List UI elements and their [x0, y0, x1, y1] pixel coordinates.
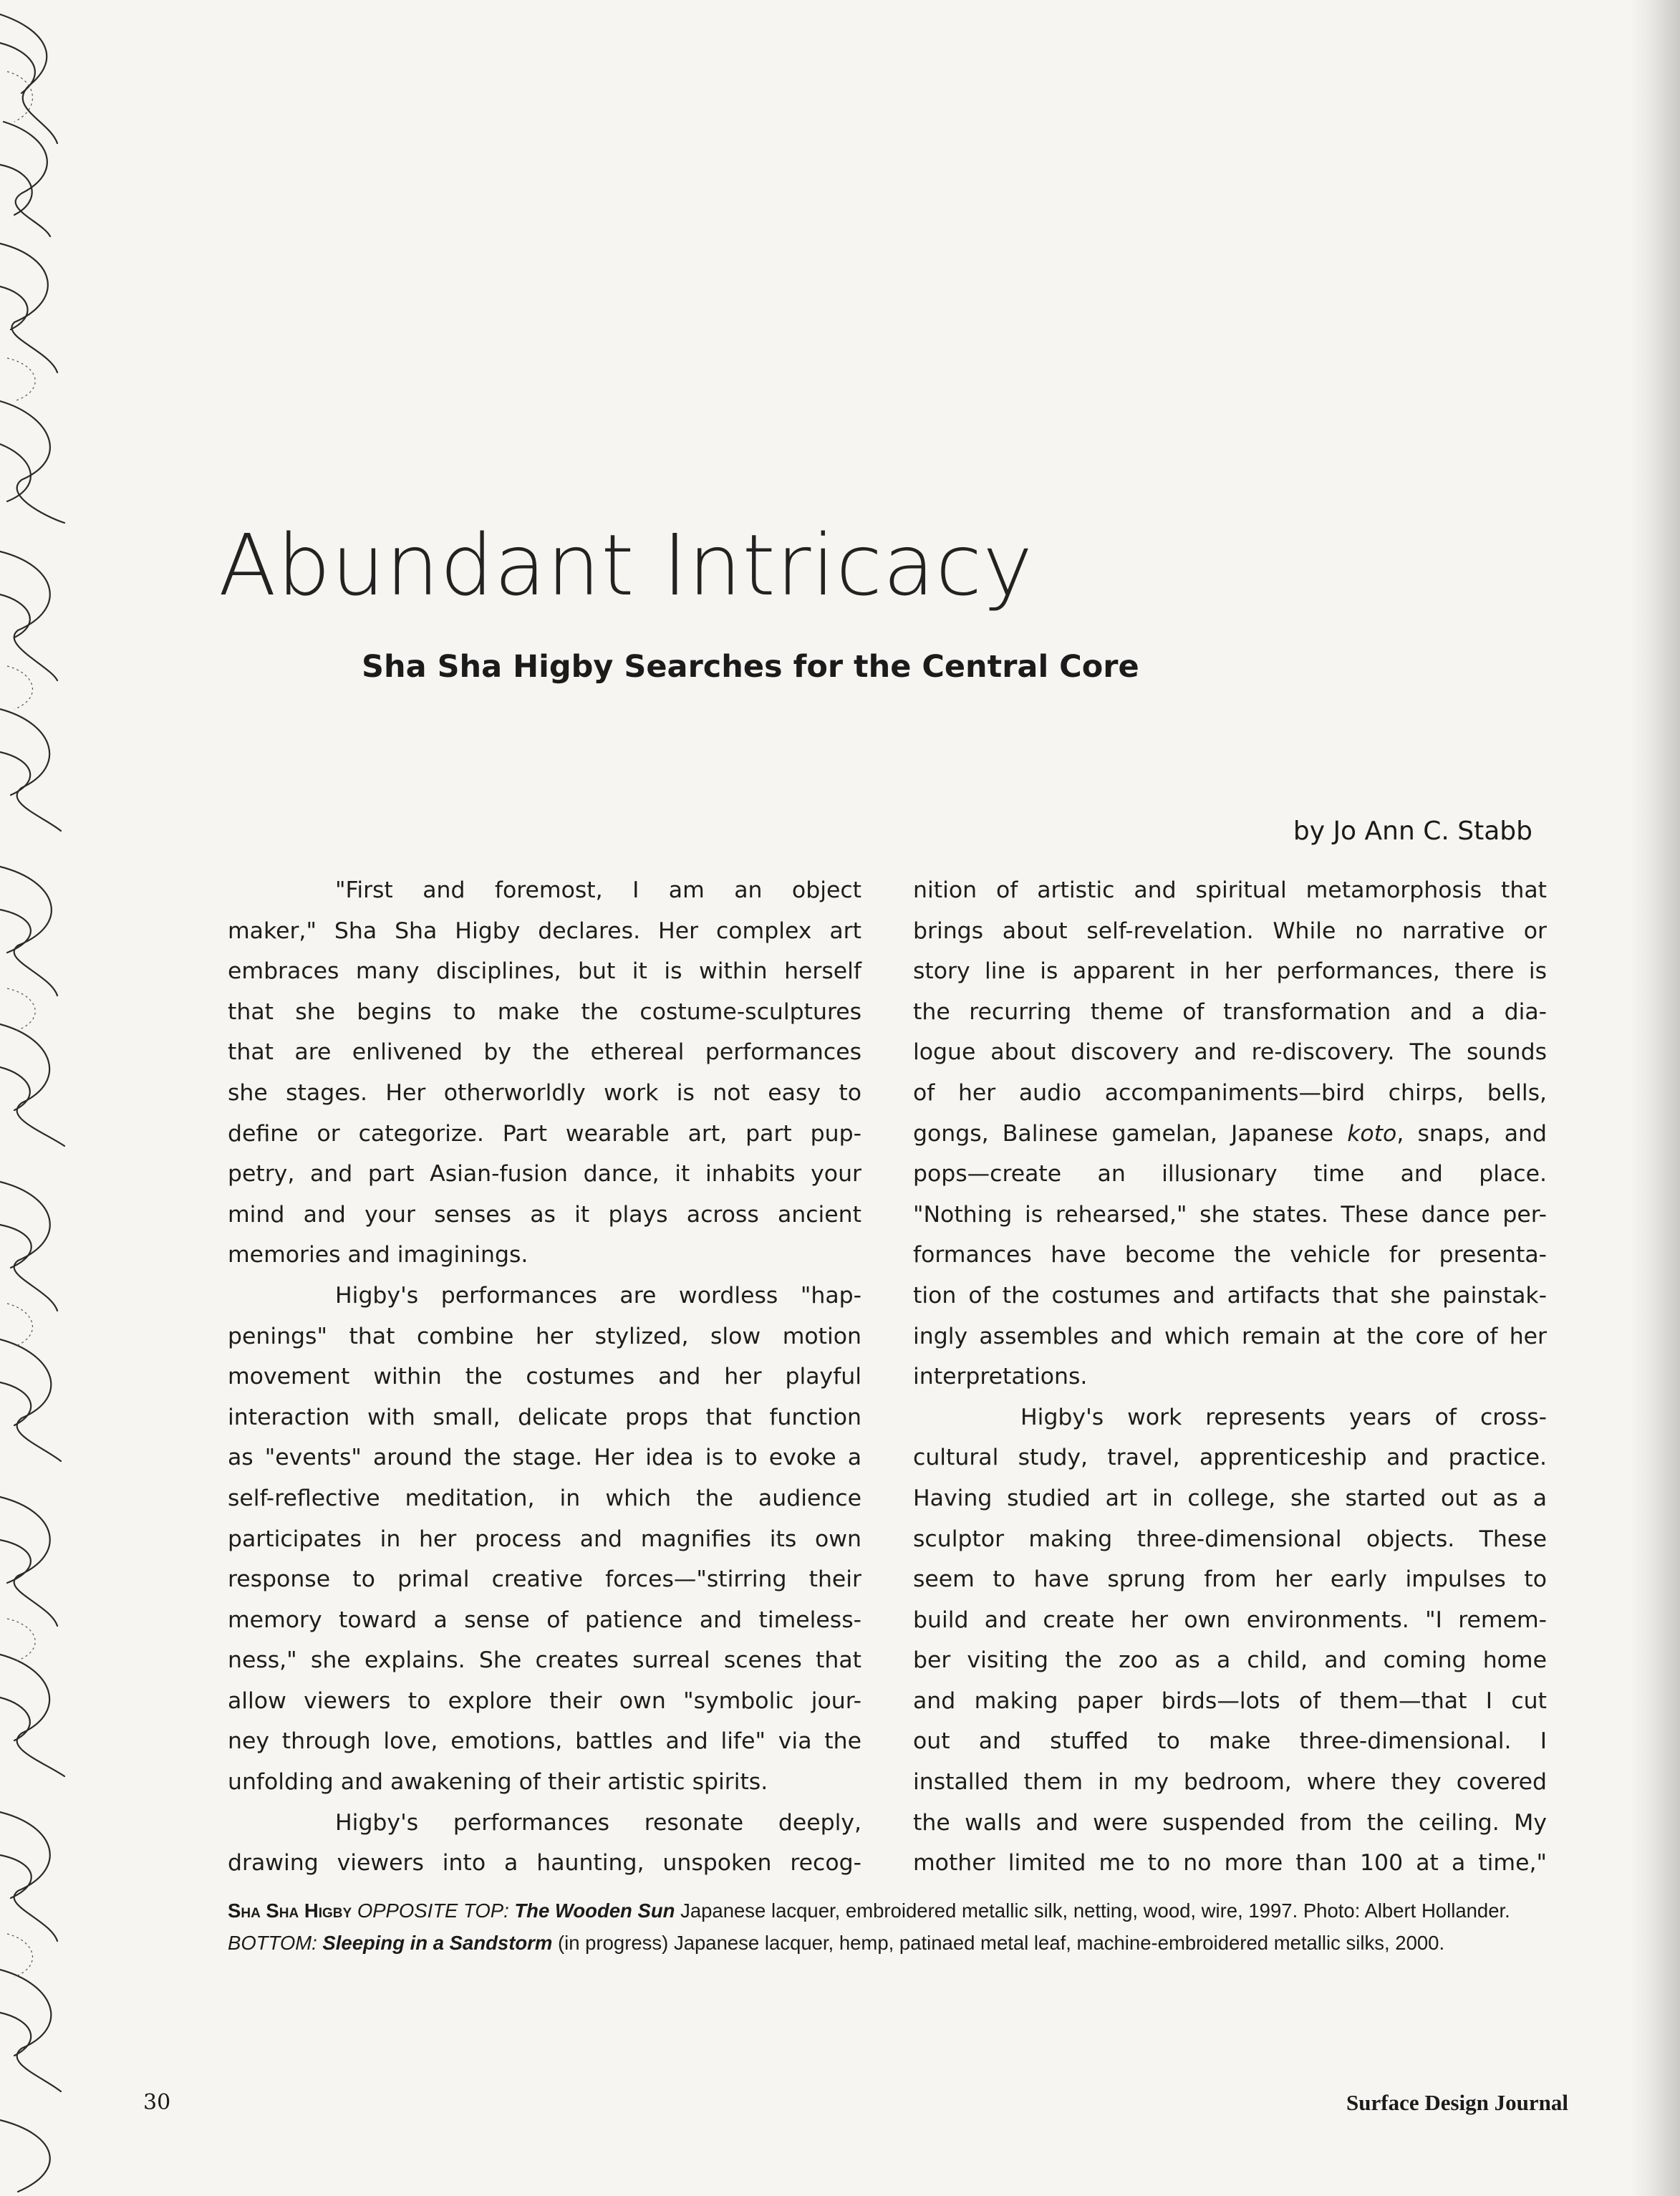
- text-line: seem to have sprung from her early impulses to: [913, 1566, 1547, 1593]
- text-line: pops—create an illusionary time and place.: [913, 1161, 1547, 1188]
- page-edge-shadow: [1630, 0, 1680, 2196]
- text-line: penings" that combine her stylized, slow motion: [228, 1323, 861, 1349]
- caption-work-bottom: Sleeping in a Sandstorm: [322, 1932, 553, 1954]
- text-line: mind and your senses as it plays across ancient: [228, 1201, 861, 1228]
- text-line: ney through love, emotions, battles and life" via the: [228, 1728, 861, 1755]
- text-line: define or categorize. Part wearable art, part pup-: [228, 1120, 861, 1147]
- text-line: brings about self-revelation. While no narrative or: [913, 918, 1547, 944]
- paragraph: [228, 870, 861, 1276]
- article-byline: by Jo Ann C. Stabb: [1293, 817, 1532, 846]
- text-line: mother limited me to no more than 100 at a time,": [913, 1850, 1547, 1877]
- body-column-right: [913, 870, 1547, 1884]
- text-line: of her audio accompaniments—bird chirps, bells,: [913, 1079, 1547, 1106]
- text-line: participates in her process and magnifies its own: [228, 1526, 861, 1552]
- text-line: Higby's work represents years of cross-: [1020, 1404, 1547, 1430]
- journal-name: Surface Design Journal: [1346, 2090, 1568, 2115]
- page-number: 30: [143, 2090, 171, 2115]
- text-line: gongs, Balinese gamelan, Japanese koto, snaps, and: [913, 1120, 1547, 1147]
- text-line: memory toward a sense of patience and timeless-: [228, 1607, 861, 1633]
- text-line: formances have become the vehicle for presenta-: [913, 1242, 1547, 1268]
- text-line: allow viewers to explore their own "symbolic jour-: [228, 1687, 861, 1714]
- text-line: unfolding and awakening of their artistic spirits.: [228, 1769, 768, 1796]
- text-line: embraces many disciplines, but it is within herself: [228, 958, 861, 985]
- text-line: ber visiting the zoo as a child, and coming home: [913, 1647, 1547, 1674]
- paragraph: [228, 1276, 861, 1803]
- text-line: that are enlivened by the ethereal performances: [228, 1039, 861, 1066]
- text-line: petry, and part Asian-fusion dance, it inhabits your: [228, 1161, 861, 1188]
- caption-desc-bottom: (in progress) Japanese lacquer, hemp, patinaed metal leaf, machine-embroidered metallic silks, 2000.: [557, 1932, 1445, 1954]
- caption-line-top: [228, 1894, 1560, 1927]
- text-line: as "events" around the stage. Her idea is to evoke a: [228, 1445, 861, 1471]
- text-line: cultural study, travel, apprenticeship and practice.: [913, 1445, 1547, 1471]
- text-line: installed them in my bedroom, where they covered: [913, 1769, 1547, 1796]
- text-line: interaction with small, delicate props that function: [228, 1404, 861, 1430]
- text-line: response to primal creative forces—"stirring their: [228, 1566, 861, 1593]
- text-line: that she begins to make the costume-sculptures: [228, 998, 861, 1025]
- text-line: build and create her own environments. "I remem-: [913, 1607, 1547, 1633]
- text-line: tion of the costumes and artifacts that she painstak-: [913, 1282, 1547, 1309]
- text-line: nition of artistic and spiritual metamorphosis that: [913, 877, 1547, 903]
- image-caption: [228, 1894, 1560, 1959]
- text-line: self-reflective meditation, in which the audience: [228, 1485, 861, 1511]
- caption-desc-top: Japanese lacquer, embroidered metallic silk, netting, wood, wire, 1997. Photo: Albert Hollander.: [680, 1899, 1510, 1922]
- text-line: out and stuffed to make three-dimensional. I: [913, 1728, 1547, 1755]
- text-line: maker," Sha Sha Higby declares. Her complex art: [228, 918, 861, 944]
- caption-artist: Sha Sha Higby: [228, 1899, 352, 1922]
- text-line: story line is apparent in her performances, there is: [913, 958, 1547, 985]
- text-line: she stages. Her otherworldly work is not easy to: [228, 1079, 861, 1106]
- text-line: Having studied art in college, she started out as a: [913, 1485, 1547, 1511]
- article-title: Abundant Intricacy: [218, 516, 1034, 615]
- paragraph: [913, 1397, 1547, 1884]
- text-line: movement within the costumes and her playful: [228, 1364, 861, 1390]
- text-line: memories and imaginings.: [228, 1242, 528, 1268]
- body-column-left: [228, 870, 861, 1884]
- text-line: logue about discovery and re-discovery. The sounds: [913, 1039, 1547, 1066]
- text-line: the walls and were suspended from the ceiling. My: [913, 1809, 1547, 1836]
- decorative-scribble-border: [0, 0, 79, 2196]
- caption-work-top: The Wooden Sun: [514, 1899, 675, 1922]
- text-line: "First and foremost, I am an object: [335, 877, 861, 903]
- text-line: interpretations.: [913, 1364, 1088, 1390]
- text-line: drawing viewers into a haunting, unspoken recog-: [228, 1850, 861, 1877]
- text-line: Higby's performances are wordless "hap-: [335, 1282, 861, 1309]
- caption-label-bottom: BOTTOM:: [228, 1932, 317, 1954]
- text-line: "Nothing is rehearsed," she states. These dance per-: [913, 1201, 1547, 1228]
- text-line: Higby's performances resonate deeply,: [335, 1809, 861, 1836]
- paragraph: [228, 1803, 861, 1884]
- text-line: ingly assembles and which remain at the core of her: [913, 1323, 1547, 1349]
- article-subtitle: Sha Sha Higby Searches for the Central Core: [362, 649, 1139, 685]
- caption-line-bottom: [228, 1927, 1560, 1959]
- text-line: and making paper birds—lots of them—that I cut: [913, 1687, 1547, 1714]
- paragraph: [913, 870, 1547, 1397]
- text-line: sculptor making three-dimensional objects. These: [913, 1526, 1547, 1552]
- text-line: ness," she explains. She creates surreal scenes that: [228, 1647, 861, 1674]
- caption-label-top: OPPOSITE TOP:: [357, 1899, 509, 1922]
- text-line: the recurring theme of transformation and a dia-: [913, 998, 1547, 1025]
